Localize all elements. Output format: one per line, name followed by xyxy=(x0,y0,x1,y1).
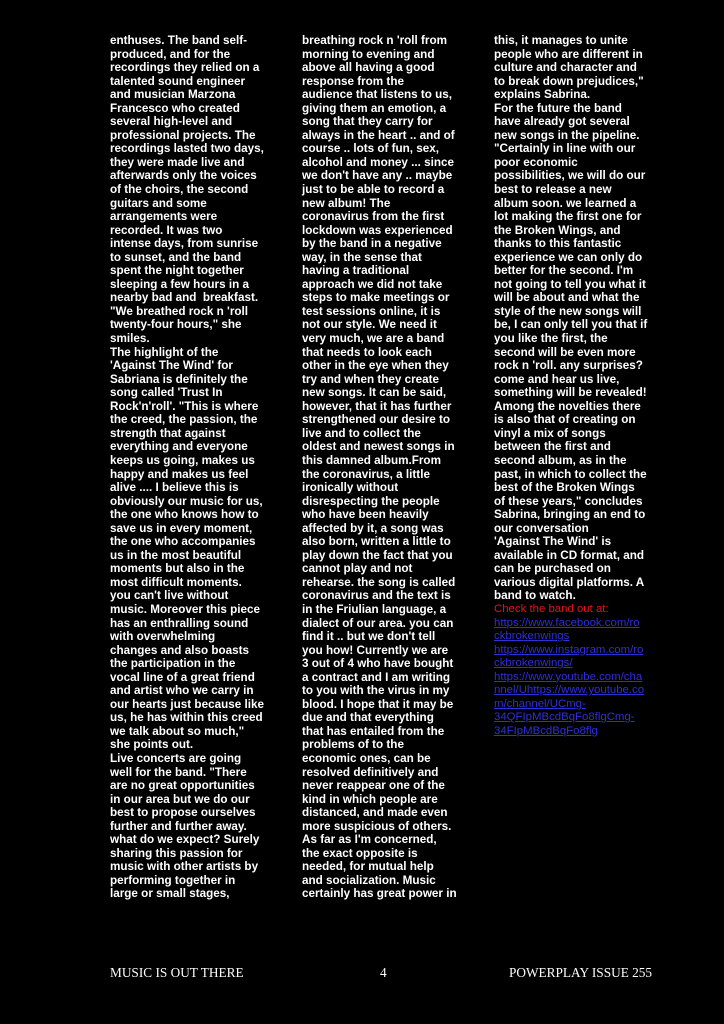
check-band-out-label: Check the band out at: xyxy=(494,602,609,615)
text-line: most difficult moments. xyxy=(110,575,242,589)
text-line: live and to collect the xyxy=(302,426,421,440)
text-line: problems of to the xyxy=(302,738,404,752)
text-line: due and that everything xyxy=(302,711,434,725)
text-line: smiles. xyxy=(110,332,150,346)
text-line: sharing this passion for xyxy=(110,846,243,860)
text-line: you how! Currently we are xyxy=(302,643,449,657)
text-line: play down the fact that you xyxy=(302,548,453,562)
text-line: new songs. It can be said, xyxy=(302,386,447,400)
text-line: thanks to this fantastic xyxy=(494,237,622,251)
text-line: second album, as in the xyxy=(494,453,627,467)
text-line: 'Against The Wind' for xyxy=(110,359,233,373)
text-line: experience we can only do xyxy=(494,250,643,264)
text-line: second will be even more xyxy=(494,345,636,359)
text-line: rock n 'roll. any surprises? xyxy=(494,359,643,373)
text-line: you like the first, the xyxy=(494,332,608,346)
text-line: save us in every moment, xyxy=(110,521,253,535)
text-line: keeps us going, makes us xyxy=(110,453,255,467)
text-line: spent the night together xyxy=(110,264,244,278)
text-line: Sabrina, bringing an end to xyxy=(494,508,646,522)
text-line: not our style. We need it xyxy=(302,318,437,332)
text-line: however, that it has further xyxy=(302,399,452,413)
text-line: talented sound engineer xyxy=(110,74,246,88)
text-line: our conversation xyxy=(494,521,589,535)
text-line: the participation in the xyxy=(110,657,236,671)
text-line: of the choirs, the second xyxy=(110,183,249,197)
text-line: the one who accompanies xyxy=(110,535,256,549)
text-line: new album! The xyxy=(302,196,391,210)
text-line: vocal line of a great friend xyxy=(110,670,255,684)
text-line: a contract and I am writing xyxy=(302,670,451,684)
text-line: also born, written a little to xyxy=(302,535,451,549)
text-line: several high-level and xyxy=(110,115,233,129)
text-line: Live concerts are going xyxy=(110,751,242,765)
text-line: the exact opposite is xyxy=(302,846,418,860)
text-line: album soon. we learned a xyxy=(494,196,637,210)
text-line: audience that listens to us, xyxy=(302,88,453,102)
footer-magazine-tagline: MUSIC IS OUT THERE xyxy=(110,965,244,980)
text-line: recorded. It was two xyxy=(110,223,223,237)
text-line: what do we expect? Surely xyxy=(110,833,260,847)
text-line: new songs in the pipeline. xyxy=(494,128,640,142)
text-line: changes and also boasts xyxy=(110,643,249,657)
text-line: to break down prejudices," xyxy=(494,74,644,88)
text-line: us in the most beautiful xyxy=(110,548,242,562)
text-line: "We breathed rock n 'roll xyxy=(110,304,248,318)
band-link[interactable]: https://www.instagram.com/ro xyxy=(494,643,644,656)
text-line: large or small stages, xyxy=(110,887,230,901)
text-line: various digital platforms. A xyxy=(494,575,645,589)
text-line: everything and everyone xyxy=(110,440,248,454)
text-line: further and further away. xyxy=(110,819,247,833)
text-line: will be about and what the xyxy=(494,291,640,305)
text-line: alcohol and money ... since xyxy=(302,155,454,169)
text-line: possibilities, we will do our xyxy=(494,169,646,183)
text-line: they were made live and xyxy=(110,155,245,169)
text-line: 'Against The Wind' is xyxy=(494,535,612,549)
text-line: to sunset, and the band xyxy=(110,250,242,264)
text-line: style of the new songs will xyxy=(494,304,642,318)
text-line: resolved definitively and xyxy=(302,765,439,779)
text-line: the coronavirus, a little xyxy=(302,467,430,481)
text-line: can be purchased on xyxy=(494,562,611,576)
text-line: ironically without xyxy=(302,481,399,495)
text-line: song that they carry for xyxy=(302,115,433,129)
text-line: explains Sabrina. xyxy=(494,88,591,102)
text-line: needed, for mutual help xyxy=(302,860,434,874)
text-line: to you with the virus in my xyxy=(302,684,450,698)
text-line: morning to evening and xyxy=(302,47,435,61)
text-line: strengthened our desire to xyxy=(302,413,451,427)
text-line: recordings lasted two days, xyxy=(110,142,264,156)
article-column-2 xyxy=(302,34,480,901)
text-line: you can't live without xyxy=(110,589,229,603)
text-line: who have been heavily xyxy=(302,508,429,522)
text-line: with overwhelming xyxy=(110,630,216,644)
text-line: us, he has within this creed xyxy=(110,711,263,725)
text-line: disrespecting the people xyxy=(302,494,440,508)
text-line: strength that against xyxy=(110,426,226,440)
text-line: well for the band. "There xyxy=(110,765,247,779)
text-line: between the first and xyxy=(494,440,611,454)
text-line: better for the second. I'm xyxy=(494,264,634,278)
band-link[interactable]: ckbrokenwings/ xyxy=(494,657,573,670)
text-line: be, I can only tell you that if xyxy=(494,318,648,332)
text-line: For the future the band xyxy=(494,101,622,115)
text-line: and musician Marzona xyxy=(110,88,236,102)
text-line: intense days, from sunrise xyxy=(110,237,259,251)
text-line: oldest and newest songs in xyxy=(302,440,455,454)
text-line: by the band in a negative xyxy=(302,237,442,251)
text-line: has an enthralling sound xyxy=(110,616,249,630)
text-line: vinyl a mix of songs xyxy=(494,426,606,440)
text-line: best to propose ourselves xyxy=(110,806,256,820)
text-line: arrangements were xyxy=(110,210,218,224)
text-line: are no great opportunities xyxy=(110,779,255,793)
text-line: produced, and for the xyxy=(110,47,231,61)
text-line: available in CD format, and xyxy=(494,548,645,562)
footer-issue-label: POWERPLAY ISSUE 255 xyxy=(509,965,653,980)
text-line: song called 'Trust In xyxy=(110,386,223,400)
text-line: not going to tell you what it xyxy=(494,277,646,291)
text-line: response from the xyxy=(302,74,404,88)
text-line: The highlight of the xyxy=(110,345,219,359)
text-line: obviously our music for us, xyxy=(110,494,263,508)
text-line: affected by it, a song was xyxy=(302,521,444,535)
text-line: economic ones, can be xyxy=(302,751,431,765)
text-line: above all having a good xyxy=(302,61,435,75)
text-line: in the Friulian language, a xyxy=(302,602,447,616)
text-line: this, it manages to unite xyxy=(494,34,628,47)
text-line: coronavirus and the text is xyxy=(302,589,451,603)
text-line: distanced, and made even xyxy=(302,806,448,820)
text-line: very much, we are a band xyxy=(302,332,445,346)
text-line: performing together in xyxy=(110,873,236,887)
text-line: that has entailed from the xyxy=(302,724,445,738)
text-line: moments but also in the xyxy=(110,562,245,576)
text-line: other in the eye when they xyxy=(302,359,449,373)
article-column-1 xyxy=(110,34,288,901)
text-line: course .. lots of fun, sex, xyxy=(302,142,440,156)
text-line: "Certainly in line with our xyxy=(494,142,636,156)
text-line: something will be revealed! xyxy=(494,386,647,400)
band-link[interactable]: https://www.youtube.com/cha xyxy=(494,670,643,683)
text-line: she points out. xyxy=(110,738,194,752)
text-line: alive .... I believe this is xyxy=(110,481,239,495)
footer-page-number: 4 xyxy=(380,965,387,980)
text-line: more suspicious of others. xyxy=(302,819,452,833)
text-line: guitars and some xyxy=(110,196,207,210)
text-line: lockdown was experienced xyxy=(302,223,453,237)
text-line: lot making the first one for xyxy=(494,210,642,224)
text-line: this damned album.From xyxy=(302,453,441,467)
band-link[interactable]: ckbrokenwings xyxy=(494,630,570,643)
text-line: culture and character and xyxy=(494,61,637,75)
text-line: poor economic xyxy=(494,155,578,169)
text-line: find it .. but we don't tell xyxy=(302,630,436,644)
text-line: never reappear one of the xyxy=(302,779,445,793)
text-line: approach we did not take xyxy=(302,277,443,291)
text-line: we talk about so much," xyxy=(110,724,245,738)
text-line: of these years," concludes xyxy=(494,494,643,508)
text-line: twenty-four hours," she xyxy=(110,318,242,332)
text-line: coronavirus from the first xyxy=(302,210,445,224)
text-line: recordings they relied on a xyxy=(110,61,260,75)
text-line: the creed, the passion, the xyxy=(110,413,258,427)
text-line: enthuses. The band self- xyxy=(110,34,248,47)
text-line: blood. I hope that it may be xyxy=(302,697,454,711)
text-line: just to be able to record a xyxy=(302,183,445,197)
text-line: we don't have any .. maybe xyxy=(302,169,453,183)
text-line: best to release a new xyxy=(494,183,612,197)
text-line: cannot play and not xyxy=(302,562,413,576)
text-line: people who are different in xyxy=(494,47,643,61)
text-line: the Broken Wings, and xyxy=(494,223,621,237)
text-line: music. Moreover this piece xyxy=(110,602,261,616)
text-line: professional projects. The xyxy=(110,128,256,142)
text-line: dialect of our area. you can xyxy=(302,616,454,630)
text-line: best of the Broken Wings xyxy=(494,481,635,495)
text-line: kind in which people are xyxy=(302,792,438,806)
band-link[interactable]: nnel/Uhttps://www.youtube.co xyxy=(494,684,645,697)
band-link[interactable]: 34QFIpMBcdBqFo8flgCmg- xyxy=(494,711,635,724)
text-line: steps to make meetings or xyxy=(302,291,450,305)
text-line: and socialization. Music xyxy=(302,873,436,887)
text-line: always in the heart .. and of xyxy=(302,128,455,142)
text-line: rehearse. the song is called xyxy=(302,575,456,589)
band-link[interactable]: 34FIpMBcdBqFo8flg xyxy=(494,724,598,737)
text-line: certainly has great power in xyxy=(302,887,457,901)
text-line: Sabriana is definitely the xyxy=(110,372,248,386)
text-line: Francesco who created xyxy=(110,101,240,115)
text-line: having a traditional xyxy=(302,264,410,278)
text-line: have already got several xyxy=(494,115,630,129)
text-line: try and when they create xyxy=(302,372,440,386)
article-column-3 xyxy=(494,34,672,738)
text-line: way, in the sense that xyxy=(302,250,422,264)
text-line: giving them an emotion, a xyxy=(302,101,447,115)
text-line: come and hear us live, xyxy=(494,372,620,386)
text-line: in our area but we do our xyxy=(110,792,250,806)
band-link[interactable]: https://www.facebook.com/ro xyxy=(494,616,640,629)
text-line: afterwards only the voices xyxy=(110,169,257,183)
text-line: Among the novelties there xyxy=(494,399,641,413)
text-line: test sessions online, it is xyxy=(302,304,441,318)
text-line: is also that of creating on xyxy=(494,413,636,427)
text-line: happy and makes us feel xyxy=(110,467,249,481)
text-line: Rock'n'roll'. "This is where xyxy=(110,399,259,413)
text-line: 3 out of 4 who have bought xyxy=(302,657,454,671)
text-line: past, in which to collect the xyxy=(494,467,647,481)
text-line: our hearts just because like xyxy=(110,697,264,711)
text-line: and artist who we carry in xyxy=(110,684,254,698)
text-line: sleeping a few hours in a xyxy=(110,277,249,291)
text-line: that needs to look each xyxy=(302,345,432,359)
text-line: band to watch. xyxy=(494,589,576,603)
text-line: breathing rock n 'roll from xyxy=(302,34,447,47)
text-line: As far as I'm concerned, xyxy=(302,833,437,847)
text-line: nearby bad and breakfast. xyxy=(110,291,259,305)
band-link[interactable]: m/channel/UCmg- xyxy=(494,697,586,710)
text-line: music with other artists by xyxy=(110,860,259,874)
text-line: the one who knows how to xyxy=(110,508,259,522)
